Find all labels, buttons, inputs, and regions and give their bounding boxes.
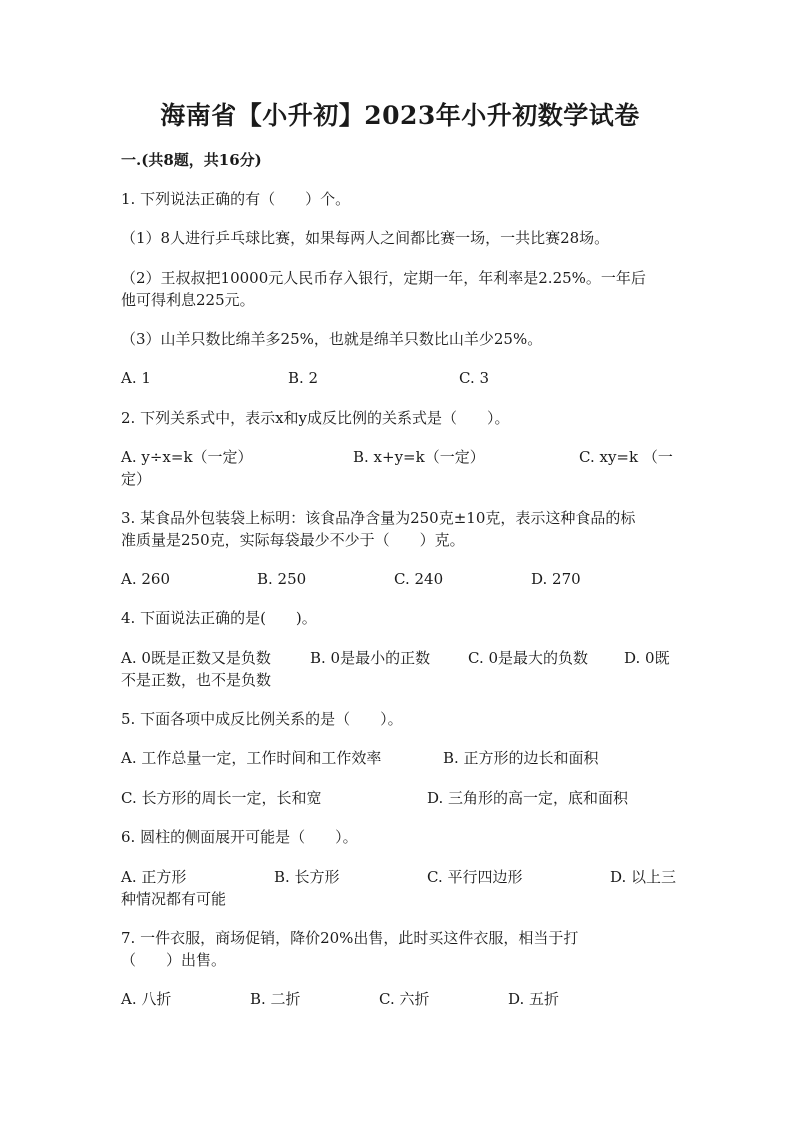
q1-statement-1: （1）8人进行乒乓球比赛，如果每两人之间都比赛一场，一共比赛28场。	[121, 229, 610, 247]
q6-option-d-cont: 种情况都有可能	[121, 890, 227, 908]
q5-option-a: A. 工作总量一定，工作时间和工作效率	[121, 749, 382, 767]
q5-option-d: D. 三角形的高一定，底和面积	[427, 789, 629, 807]
q4-option-c: C. 0是最大的负数	[468, 649, 589, 667]
q2-option-a: A. y÷x=k（一定）	[121, 448, 253, 466]
q4-option-d-cont: 不是正数，也不是负数	[121, 671, 272, 689]
q7-option-d: D. 五折	[508, 990, 560, 1008]
question-2-stem: 2. 下列关系式中，表示x和y成反比例的关系式是（ ）。	[121, 409, 510, 427]
q7-option-a: A. 八折	[121, 990, 172, 1008]
q2-option-c: C. xy=k （一	[579, 448, 673, 466]
q7-option-c: C. 六折	[379, 990, 430, 1008]
question-7-stem: 7. 一件衣服，商场促销，降价20%出售，此时买这件衣服，相当于打	[121, 929, 579, 947]
q1-statement-3: （3）山羊只数比绵羊多25%，也就是绵羊只数比山羊少25%。	[121, 330, 543, 348]
q1-option-c: C. 3	[459, 369, 490, 387]
q4-option-b: B. 0是最小的正数	[310, 649, 431, 667]
q6-option-d: D. 以上三	[610, 868, 677, 886]
question-6-stem: 6. 圆柱的侧面展开可能是（ ）。	[121, 828, 358, 846]
q3-option-a: A. 260	[121, 570, 170, 588]
q6-option-c: C. 平行四边形	[427, 868, 523, 886]
question-5-stem: 5. 下面各项中成反比例关系的是（ ）。	[121, 710, 403, 728]
question-7-stem-cont: （ ）出售。	[121, 951, 227, 969]
q1-option-b: B. 2	[288, 369, 319, 387]
q2-option-b: B. x+y=k（一定）	[353, 448, 485, 466]
section-header: 一.(共8题，共16分)	[121, 151, 262, 169]
q1-option-a: A. 1	[121, 369, 151, 387]
question-3-stem: 3. 某食品外包装袋上标明：该食品净含量为250克±10克，表示这种食品的标	[121, 509, 636, 527]
q1-statement-2-cont: 他可得利息225元。	[121, 291, 255, 309]
page-title: 海南省【小升初】2023年小升初数学试卷	[160, 101, 640, 130]
q1-statement-2: （2）王叔叔把10000元人民币存入银行，定期一年，年利率是2.25%。一年后	[121, 269, 646, 287]
q7-option-b: B. 二折	[250, 990, 301, 1008]
q4-option-d: D. 0既	[624, 649, 670, 667]
q6-option-a: A. 正方形	[121, 868, 187, 886]
q2-option-c-cont: 定）	[121, 470, 152, 488]
q4-option-a: A. 0既是正数又是负数	[121, 649, 271, 667]
q5-option-b: B. 正方形的边长和面积	[443, 749, 599, 767]
question-1-stem: 1. 下列说法正确的有（ ）个。	[121, 190, 351, 208]
q5-option-c: C. 长方形的周长一定，长和宽	[121, 789, 322, 807]
q6-option-b: B. 长方形	[274, 868, 340, 886]
q3-option-b: B. 250	[257, 570, 307, 588]
question-4-stem: 4. 下面说法正确的是( )。	[121, 609, 317, 627]
q3-option-d: D. 270	[531, 570, 581, 588]
question-3-stem-cont: 准质量是250克，实际每袋最少不少于（ ）克。	[121, 531, 465, 549]
q3-option-c: C. 240	[394, 570, 444, 588]
